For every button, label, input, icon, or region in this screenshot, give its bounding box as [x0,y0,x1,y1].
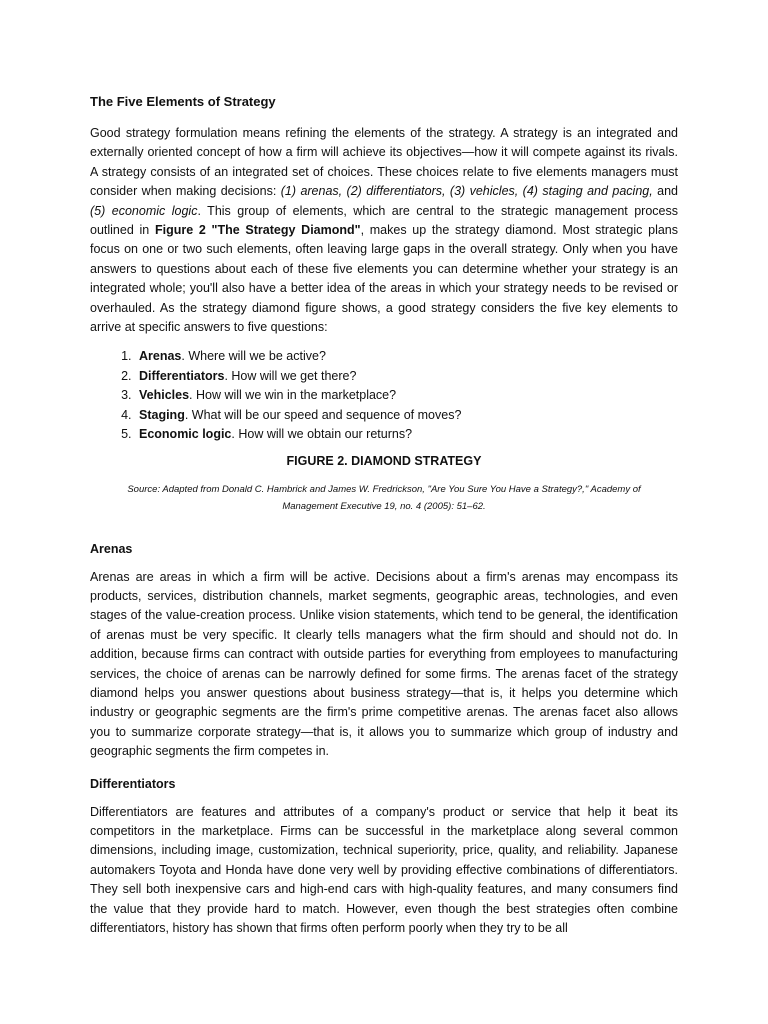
list-item [135,425,678,444]
question-term: Economic logic [139,427,232,442]
figure-title: FIGURE 2. DIAMOND STRATEGY [286,453,482,468]
intro-paragraph [90,124,678,337]
question-term: Vehicles [139,388,190,403]
question-text: . Where will we be active? [181,349,326,364]
list-item [135,347,678,366]
document-title: The Five Elements of Strategy [90,94,276,109]
question-text: . How will we get there? [224,368,357,383]
arenas-paragraph: Arenas are areas in which a firm will be active. Decisions about a firm's arenas may encompass its products, services, distribution channels, market segments, geographic areas, technologies, and even stages of the value-creation process. Unlike vision statements, which tend to be general, the identification of arenas must be very specific. It clearly tells managers what the firm should and should not do. In addition, because firms can contract with outside parties for everything from employees to manufacturing services, the choice of arenas can be narrowly defined for some firms. The arenas facet of the strategy diamond helps you answer questions about business strategy—that is, it helps you determine which industry or geographic segments are the firm's prime competitive arenas. The arenas facet also allows you to summarize corporate strategy—that is, it allows you to summarize which group of industry and geographic segments the firm competes in. [90,569,678,759]
intro-text-2: and [652,184,678,199]
question-text: . How will we obtain our returns? [231,427,413,442]
differentiators-heading: Differentiators [90,776,176,791]
list-item [135,406,678,425]
question-text: . How will we win in the marketplace? [189,388,397,403]
figure-reference: Figure 2 "The Strategy Diamond" [154,223,361,238]
question-text: . What will be our speed and sequence of moves? [184,407,462,422]
list-item [135,386,678,405]
figure-source: Source: Adapted from Donald C. Hambrick and James W. Fredrickson, "Are You Sure You Have a Strategy?," Academy of Management Executive 19, no. 4 (2005): 51–62. [127,483,641,512]
list-item [135,367,678,386]
questions-list [90,347,678,444]
question-term: Staging [139,407,185,422]
question-term: Arenas [139,349,182,364]
intro-text-4: , makes up the strategy diamond. Most strategic plans focus on one or two such elements, often leaving large gaps in the overall strategy. Only when you have answers to questions about each of these five elements you can determine whether your strategy is an integrated whole; you'll also have a better idea of the areas in which your strategy needs to be revised or overhauled. As the strategy diamond figure shows, a good strategy considers the five key elements to arrive at specific answers to five questions: [90,223,679,335]
differentiators-paragraph: Differentiators are features and attributes of a company's product or service that help it beat its competitors in the marketplace. Firms can be successful in the marketplace along several common dimensions, including image, customization, technical superiority, price, quality, and reliability. Japanese automakers Toyota and Honda have done very well by providing effective combinations of differentiators. They sell both inexpensive cars and high-end cars with high-quality features, and many consumers find the value that they provide hard to match. However, even though the best strategies often combine differentiators, history has shown that firms often perform poorly when they try to be all [90,804,678,935]
intro-elements-italic-2: (5) economic logic [90,203,198,218]
question-term: Differentiators [139,368,225,383]
intro-text-3: . This group of elements, which are central to the strategic management process outlined in [90,203,678,238]
intro-text-1: Good strategy formulation means refining the elements of the strategy. A strategy is an integrated and externally oriented concept of how a firm will achieve its objectives—how it will compete against its rivals. A strategy consists of an integrated set of choices. These choices relate to five elements managers must consider when making decisions: [90,126,678,199]
intro-elements-italic: (1) arenas, (2) differentiators, (3) vehicles, (4) staging and pacing, [280,184,653,199]
arenas-heading: Arenas [90,541,133,556]
